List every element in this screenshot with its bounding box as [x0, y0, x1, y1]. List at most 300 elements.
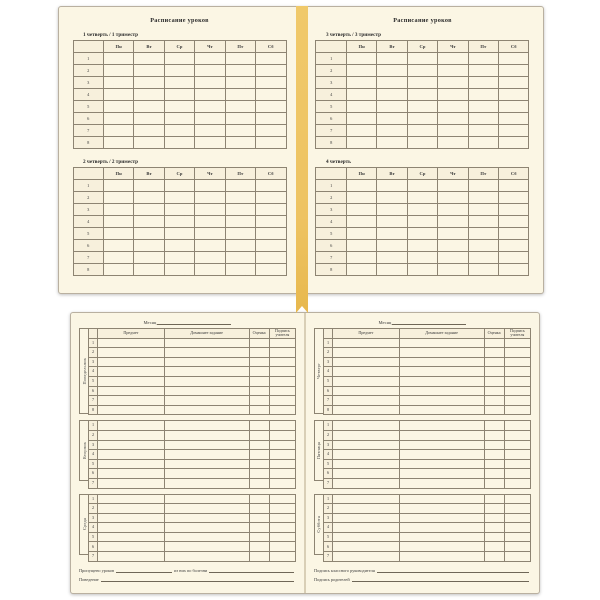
cell-mark[interactable] [484, 494, 504, 504]
cell-signature[interactable] [269, 357, 295, 367]
cell[interactable] [377, 53, 407, 65]
cell-signature[interactable] [269, 552, 295, 562]
cell-subject[interactable] [98, 396, 165, 406]
cell[interactable] [225, 113, 255, 125]
cell-subject[interactable] [98, 348, 165, 358]
cell-homework[interactable] [399, 440, 484, 450]
month-input[interactable] [157, 319, 231, 325]
cell[interactable] [499, 137, 529, 149]
cell[interactable] [103, 216, 133, 228]
cell[interactable] [164, 252, 194, 264]
cell-mark[interactable] [484, 396, 504, 406]
cell-signature[interactable] [269, 504, 295, 514]
cell[interactable] [468, 89, 498, 101]
cell-subject[interactable] [98, 532, 165, 542]
cell-subject[interactable] [98, 523, 165, 533]
cell[interactable] [407, 53, 437, 65]
cell-signature[interactable] [269, 450, 295, 460]
cell[interactable] [103, 113, 133, 125]
teacher-signature-input[interactable] [377, 567, 529, 573]
cell[interactable] [103, 137, 133, 149]
cell[interactable] [225, 89, 255, 101]
cell-subject[interactable] [333, 376, 400, 386]
cell-mark[interactable] [484, 532, 504, 542]
cell[interactable] [346, 125, 376, 137]
cell-subject[interactable] [98, 430, 165, 440]
cell[interactable] [164, 204, 194, 216]
cell-mark[interactable] [249, 396, 269, 406]
cell[interactable] [407, 216, 437, 228]
cell-signature[interactable] [504, 478, 530, 488]
cell[interactable] [164, 228, 194, 240]
cell-homework[interactable] [399, 450, 484, 460]
cell-homework[interactable] [399, 376, 484, 386]
cell-mark[interactable] [249, 523, 269, 533]
cell-mark[interactable] [484, 386, 504, 396]
cell[interactable] [195, 216, 225, 228]
cell-signature[interactable] [269, 542, 295, 552]
cell-homework[interactable] [164, 405, 249, 415]
cell[interactable] [438, 264, 468, 276]
cell[interactable] [377, 228, 407, 240]
cell[interactable] [134, 137, 164, 149]
cell-mark[interactable] [484, 357, 504, 367]
cell[interactable] [225, 204, 255, 216]
cell-mark[interactable] [249, 494, 269, 504]
cell[interactable] [499, 204, 529, 216]
cell-signature[interactable] [504, 532, 530, 542]
cell[interactable] [468, 192, 498, 204]
cell[interactable] [225, 240, 255, 252]
cell-homework[interactable] [399, 478, 484, 488]
cell[interactable] [195, 101, 225, 113]
cell-homework[interactable] [164, 469, 249, 479]
cell[interactable] [164, 77, 194, 89]
cell[interactable] [195, 264, 225, 276]
cell-homework[interactable] [399, 405, 484, 415]
cell[interactable] [377, 192, 407, 204]
cell-signature[interactable] [269, 513, 295, 523]
cell-signature[interactable] [504, 450, 530, 460]
cell[interactable] [468, 252, 498, 264]
cell[interactable] [346, 137, 376, 149]
cell-signature[interactable] [269, 348, 295, 358]
cell-mark[interactable] [249, 532, 269, 542]
cell[interactable] [195, 137, 225, 149]
cell[interactable] [499, 264, 529, 276]
cell-signature[interactable] [504, 440, 530, 450]
cell[interactable] [256, 101, 286, 113]
cell[interactable] [256, 53, 286, 65]
cell[interactable] [164, 53, 194, 65]
cell[interactable] [377, 65, 407, 77]
cell-subject[interactable] [98, 552, 165, 562]
cell-signature[interactable] [504, 421, 530, 431]
cell-subject[interactable] [333, 469, 400, 479]
cell[interactable] [103, 125, 133, 137]
cell[interactable] [195, 77, 225, 89]
cell[interactable] [346, 204, 376, 216]
cell[interactable] [468, 137, 498, 149]
cell-subject[interactable] [98, 469, 165, 479]
cell[interactable] [134, 192, 164, 204]
cell[interactable] [438, 204, 468, 216]
behaviour-input[interactable] [101, 576, 294, 582]
cell-subject[interactable] [333, 396, 400, 406]
cell[interactable] [377, 240, 407, 252]
cell-mark[interactable] [249, 478, 269, 488]
cell-mark[interactable] [484, 542, 504, 552]
cell-subject[interactable] [333, 430, 400, 440]
cell[interactable] [134, 53, 164, 65]
cell-subject[interactable] [333, 405, 400, 415]
cell[interactable] [134, 240, 164, 252]
cell[interactable] [256, 204, 286, 216]
cell[interactable] [407, 89, 437, 101]
cell-mark[interactable] [484, 367, 504, 377]
cell-subject[interactable] [333, 440, 400, 450]
cell[interactable] [377, 264, 407, 276]
cell[interactable] [438, 180, 468, 192]
cell-mark[interactable] [249, 376, 269, 386]
cell[interactable] [103, 77, 133, 89]
cell[interactable] [468, 53, 498, 65]
cell[interactable] [377, 125, 407, 137]
cell[interactable] [225, 77, 255, 89]
cell-signature[interactable] [504, 513, 530, 523]
cell-subject[interactable] [333, 542, 400, 552]
cell[interactable] [164, 65, 194, 77]
cell-mark[interactable] [484, 459, 504, 469]
cell-homework[interactable] [164, 348, 249, 358]
cell-mark[interactable] [249, 450, 269, 460]
cell-signature[interactable] [269, 440, 295, 450]
cell[interactable] [377, 252, 407, 264]
cell[interactable] [377, 204, 407, 216]
cell[interactable] [468, 101, 498, 113]
cell[interactable] [195, 113, 225, 125]
missed-lessons-input[interactable] [116, 567, 172, 573]
cell[interactable] [225, 137, 255, 149]
cell-mark[interactable] [484, 421, 504, 431]
cell[interactable] [468, 204, 498, 216]
cell[interactable] [164, 113, 194, 125]
cell[interactable] [256, 264, 286, 276]
cell-mark[interactable] [249, 348, 269, 358]
cell-homework[interactable] [164, 421, 249, 431]
cell-subject[interactable] [98, 376, 165, 386]
missed-by-illness-input[interactable] [209, 567, 294, 573]
cell-signature[interactable] [504, 405, 530, 415]
cell[interactable] [407, 204, 437, 216]
cell-signature[interactable] [504, 367, 530, 377]
cell[interactable] [256, 180, 286, 192]
cell[interactable] [134, 89, 164, 101]
cell-signature[interactable] [269, 532, 295, 542]
cell[interactable] [468, 113, 498, 125]
cell-subject[interactable] [333, 386, 400, 396]
cell[interactable] [499, 53, 529, 65]
cell[interactable] [256, 252, 286, 264]
cell[interactable] [346, 228, 376, 240]
cell[interactable] [499, 125, 529, 137]
cell[interactable] [407, 125, 437, 137]
cell-subject[interactable] [333, 523, 400, 533]
cell-signature[interactable] [269, 430, 295, 440]
cell-homework[interactable] [399, 513, 484, 523]
cell[interactable] [103, 180, 133, 192]
cell-homework[interactable] [164, 459, 249, 469]
cell[interactable] [438, 192, 468, 204]
cell-mark[interactable] [249, 338, 269, 348]
cell-subject[interactable] [98, 357, 165, 367]
cell[interactable] [438, 101, 468, 113]
cell-subject[interactable] [333, 338, 400, 348]
cell[interactable] [195, 204, 225, 216]
cell-mark[interactable] [484, 338, 504, 348]
cell[interactable] [134, 228, 164, 240]
cell[interactable] [468, 216, 498, 228]
cell[interactable] [103, 89, 133, 101]
cell[interactable] [225, 264, 255, 276]
cell-homework[interactable] [164, 532, 249, 542]
cell[interactable] [346, 77, 376, 89]
cell-subject[interactable] [98, 421, 165, 431]
cell-homework[interactable] [164, 504, 249, 514]
cell[interactable] [225, 180, 255, 192]
cell-mark[interactable] [249, 513, 269, 523]
cell-signature[interactable] [504, 542, 530, 552]
cell-signature[interactable] [269, 405, 295, 415]
cell[interactable] [134, 65, 164, 77]
cell-signature[interactable] [504, 459, 530, 469]
cell[interactable] [346, 252, 376, 264]
cell-subject[interactable] [333, 421, 400, 431]
cell[interactable] [225, 53, 255, 65]
cell-signature[interactable] [504, 552, 530, 562]
cell[interactable] [499, 77, 529, 89]
cell-mark[interactable] [484, 405, 504, 415]
cell[interactable] [164, 137, 194, 149]
cell-signature[interactable] [269, 469, 295, 479]
cell-subject[interactable] [98, 478, 165, 488]
cell-homework[interactable] [164, 542, 249, 552]
cell[interactable] [407, 264, 437, 276]
cell[interactable] [377, 216, 407, 228]
cell-mark[interactable] [249, 542, 269, 552]
cell-homework[interactable] [399, 469, 484, 479]
cell-signature[interactable] [269, 459, 295, 469]
cell-signature[interactable] [504, 430, 530, 440]
cell-subject[interactable] [98, 405, 165, 415]
cell[interactable] [377, 137, 407, 149]
cell[interactable] [164, 101, 194, 113]
cell[interactable] [256, 216, 286, 228]
cell[interactable] [468, 125, 498, 137]
cell-signature[interactable] [504, 396, 530, 406]
cell[interactable] [225, 192, 255, 204]
cell[interactable] [225, 101, 255, 113]
cell[interactable] [438, 89, 468, 101]
cell[interactable] [195, 53, 225, 65]
cell[interactable] [407, 240, 437, 252]
cell-signature[interactable] [504, 348, 530, 358]
cell[interactable] [256, 137, 286, 149]
cell-signature[interactable] [504, 523, 530, 533]
cell[interactable] [377, 113, 407, 125]
cell[interactable] [103, 65, 133, 77]
cell[interactable] [256, 113, 286, 125]
month-input[interactable] [392, 319, 466, 325]
cell[interactable] [225, 125, 255, 137]
cell-signature[interactable] [269, 421, 295, 431]
cell-mark[interactable] [249, 504, 269, 514]
parent-signature-input[interactable] [352, 576, 529, 582]
cell[interactable] [346, 53, 376, 65]
cell-mark[interactable] [484, 513, 504, 523]
cell[interactable] [134, 264, 164, 276]
cell[interactable] [499, 240, 529, 252]
cell[interactable] [256, 125, 286, 137]
cell-mark[interactable] [484, 376, 504, 386]
cell[interactable] [499, 216, 529, 228]
cell[interactable] [346, 65, 376, 77]
cell-homework[interactable] [164, 367, 249, 377]
cell[interactable] [407, 252, 437, 264]
cell-homework[interactable] [164, 338, 249, 348]
cell[interactable] [103, 101, 133, 113]
cell[interactable] [164, 125, 194, 137]
cell-signature[interactable] [504, 386, 530, 396]
cell-subject[interactable] [98, 450, 165, 460]
cell-homework[interactable] [164, 396, 249, 406]
cell-signature[interactable] [504, 494, 530, 504]
cell-homework[interactable] [399, 367, 484, 377]
cell[interactable] [499, 192, 529, 204]
cell[interactable] [438, 77, 468, 89]
cell[interactable] [134, 204, 164, 216]
cell[interactable] [256, 240, 286, 252]
cell-mark[interactable] [484, 552, 504, 562]
cell[interactable] [256, 77, 286, 89]
cell[interactable] [407, 101, 437, 113]
cell-subject[interactable] [98, 459, 165, 469]
cell[interactable] [438, 53, 468, 65]
cell-signature[interactable] [504, 338, 530, 348]
cell-mark[interactable] [484, 348, 504, 358]
cell-homework[interactable] [399, 532, 484, 542]
cell[interactable] [468, 77, 498, 89]
cell-subject[interactable] [98, 338, 165, 348]
cell[interactable] [134, 252, 164, 264]
cell-mark[interactable] [249, 357, 269, 367]
cell[interactable] [499, 89, 529, 101]
cell-homework[interactable] [164, 552, 249, 562]
cell-mark[interactable] [249, 386, 269, 396]
cell-homework[interactable] [399, 357, 484, 367]
cell[interactable] [377, 101, 407, 113]
cell-signature[interactable] [269, 386, 295, 396]
cell[interactable] [164, 216, 194, 228]
cell[interactable] [195, 240, 225, 252]
cell-homework[interactable] [399, 430, 484, 440]
cell-subject[interactable] [333, 552, 400, 562]
cell-homework[interactable] [399, 338, 484, 348]
cell-subject[interactable] [333, 513, 400, 523]
cell[interactable] [164, 192, 194, 204]
cell-homework[interactable] [399, 523, 484, 533]
cell-signature[interactable] [504, 376, 530, 386]
cell-homework[interactable] [164, 523, 249, 533]
cell[interactable] [407, 228, 437, 240]
cell[interactable] [499, 65, 529, 77]
cell[interactable] [346, 240, 376, 252]
cell-homework[interactable] [164, 386, 249, 396]
cell[interactable] [346, 192, 376, 204]
cell-homework[interactable] [164, 513, 249, 523]
cell[interactable] [468, 264, 498, 276]
cell-homework[interactable] [164, 430, 249, 440]
cell[interactable] [164, 180, 194, 192]
cell-subject[interactable] [333, 494, 400, 504]
cell-homework[interactable] [164, 440, 249, 450]
cell[interactable] [134, 101, 164, 113]
cell-subject[interactable] [333, 504, 400, 514]
cell[interactable] [377, 89, 407, 101]
cell[interactable] [407, 137, 437, 149]
cell-signature[interactable] [504, 504, 530, 514]
cell[interactable] [468, 180, 498, 192]
cell-homework[interactable] [164, 376, 249, 386]
cell[interactable] [256, 192, 286, 204]
cell-mark[interactable] [484, 450, 504, 460]
cell[interactable] [407, 180, 437, 192]
cell[interactable] [438, 228, 468, 240]
cell[interactable] [407, 113, 437, 125]
cell[interactable] [346, 89, 376, 101]
cell-mark[interactable] [249, 430, 269, 440]
cell-homework[interactable] [399, 459, 484, 469]
cell-mark[interactable] [249, 469, 269, 479]
cell[interactable] [103, 264, 133, 276]
cell[interactable] [225, 252, 255, 264]
cell[interactable] [103, 240, 133, 252]
cell-subject[interactable] [333, 478, 400, 488]
cell-signature[interactable] [504, 469, 530, 479]
cell-homework[interactable] [399, 504, 484, 514]
cell-homework[interactable] [399, 542, 484, 552]
cell[interactable] [499, 252, 529, 264]
cell[interactable] [407, 65, 437, 77]
cell[interactable] [256, 65, 286, 77]
cell-signature[interactable] [269, 523, 295, 533]
cell[interactable] [164, 89, 194, 101]
cell[interactable] [407, 77, 437, 89]
cell-subject[interactable] [98, 513, 165, 523]
cell[interactable] [438, 125, 468, 137]
cell[interactable] [438, 216, 468, 228]
cell-homework[interactable] [164, 494, 249, 504]
cell-subject[interactable] [333, 367, 400, 377]
cell[interactable] [164, 264, 194, 276]
cell-subject[interactable] [98, 504, 165, 514]
cell[interactable] [195, 192, 225, 204]
cell-homework[interactable] [399, 348, 484, 358]
cell-homework[interactable] [399, 386, 484, 396]
cell[interactable] [438, 137, 468, 149]
cell[interactable] [438, 252, 468, 264]
cell-mark[interactable] [249, 367, 269, 377]
